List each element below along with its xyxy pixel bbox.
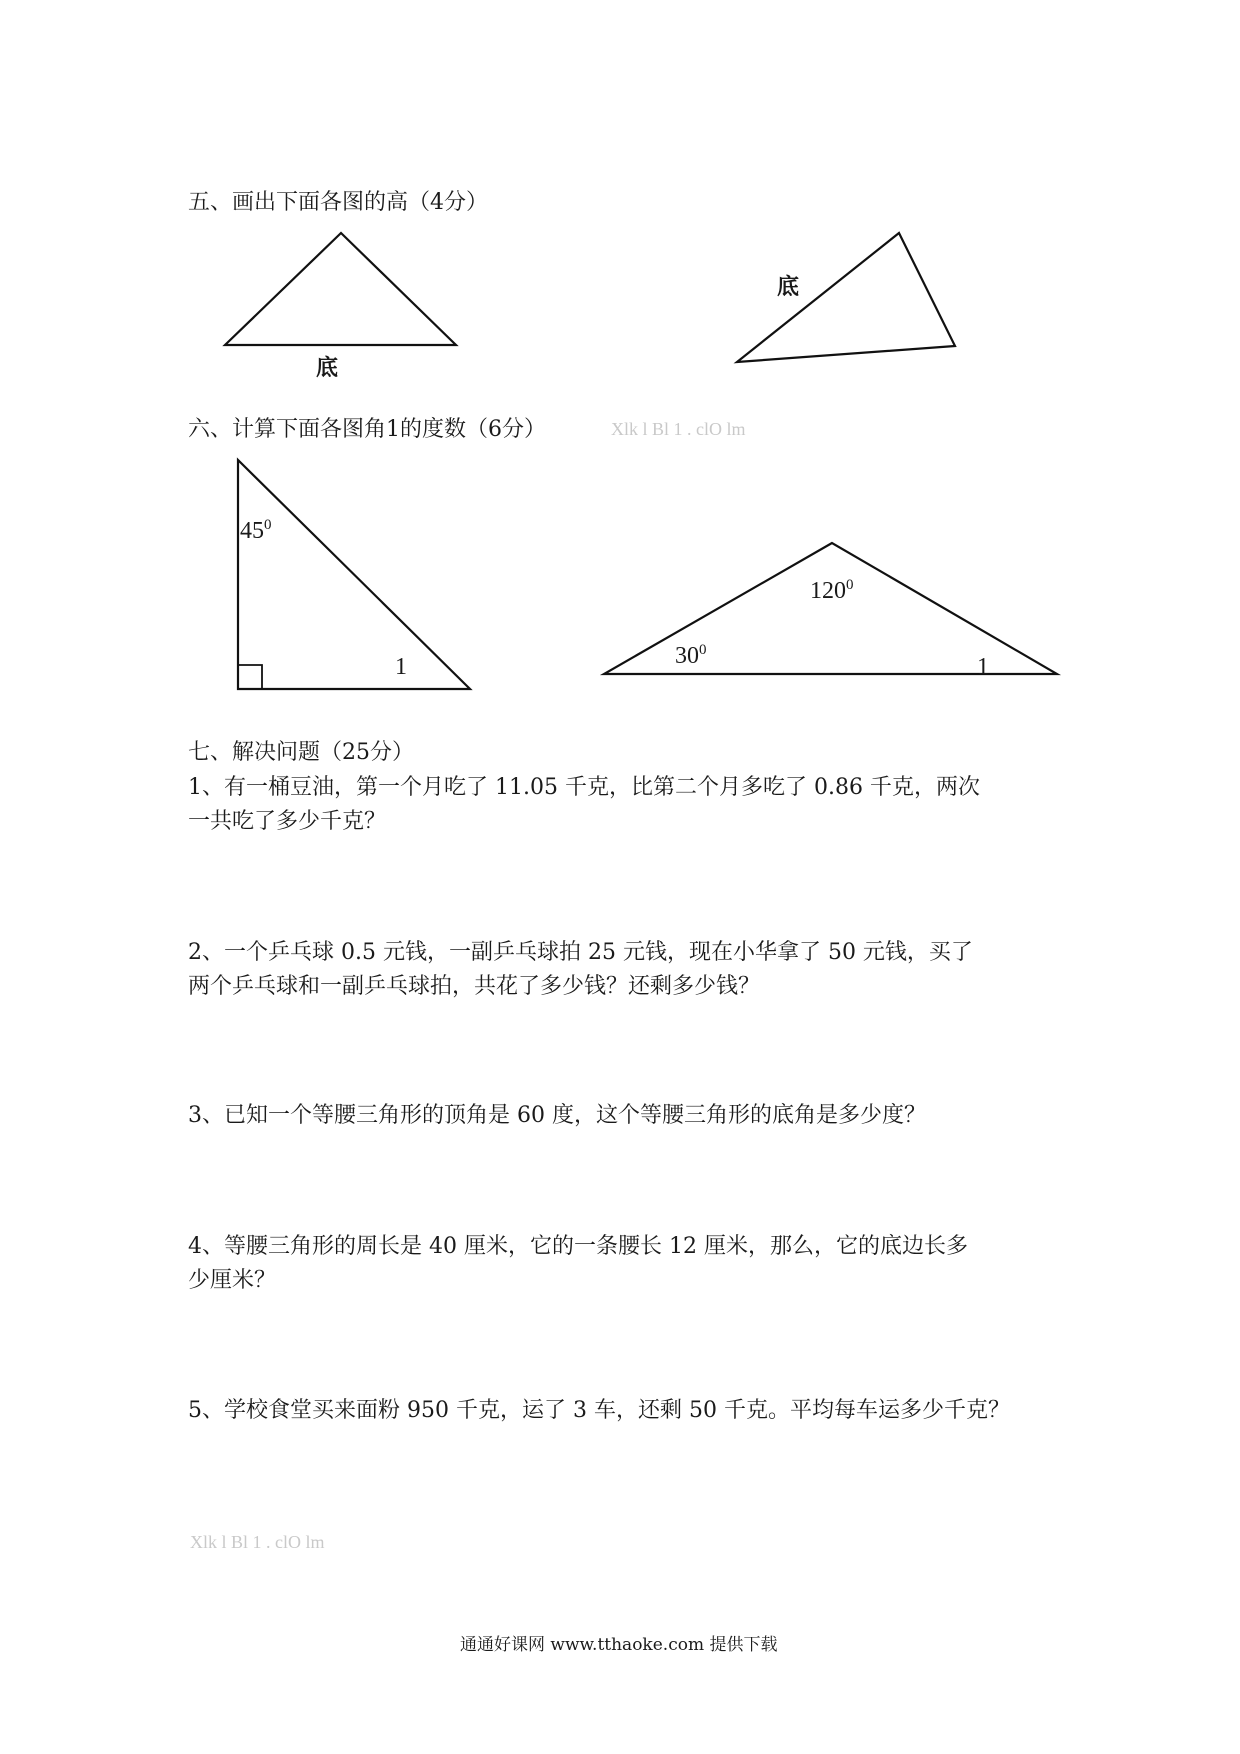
- section6-heading: 六、计算下面各图角1的度数（6分）: [188, 417, 546, 442]
- triangle-right: [737, 233, 955, 362]
- angle-30-value: 30: [675, 643, 699, 669]
- angle-45-degree: 0: [264, 517, 272, 533]
- question-2-line-2: 两个乒乓球和一副乒乓球拍，共花了多少钱？还剩多少钱？: [188, 974, 761, 999]
- angle-120-value: 120: [810, 578, 846, 604]
- obtuse-triangle: [604, 543, 1057, 674]
- angle-30-degree: 0: [699, 642, 707, 658]
- section7-heading: 七、解决问题（25分）: [188, 740, 414, 765]
- section6-figures: [0, 400, 1240, 720]
- base-label-right: 底: [777, 275, 800, 300]
- angle-120-label: [810, 570, 854, 606]
- triangle-left: [225, 233, 456, 345]
- angle-30-label: [675, 635, 707, 671]
- angle-1-left: 1: [395, 654, 407, 680]
- question-4-line-1: 4、等腰三角形的周长是 40 厘米，它的一条腰长 12 厘米，那么，它的底边长多: [188, 1234, 968, 1259]
- section5-figures: [0, 0, 1240, 400]
- question-1-line-1: 1、有一桶豆油，第一个月吃了 11.05 千克，比第二个月多吃了 0.86 千克，两次: [188, 775, 980, 800]
- angle-45-value: 45: [240, 518, 264, 544]
- angle-1-right: 1: [977, 654, 989, 680]
- watermark-bottom: Xlk l Bl 1 . clO lm: [190, 1532, 325, 1552]
- question-1-line-2: 一共吃了多少千克？: [188, 809, 387, 834]
- watermark-section6: Xlk l Bl 1 . clO lm: [611, 419, 746, 439]
- section5-heading: 五、画出下面各图的高（4分）: [188, 190, 488, 215]
- right-angle-mark: [238, 665, 262, 689]
- angle-45-label: [240, 510, 272, 546]
- question-4-line-2: 少厘米？: [188, 1268, 277, 1293]
- angle-120-degree: 0: [846, 577, 854, 593]
- question-5: 5、学校食堂买来面粉 950 千克，运了 3 车，还剩 50 千克。平均每车运多少千克？: [188, 1398, 1010, 1423]
- right-triangle: [238, 460, 470, 689]
- page-footer: 通通好课网 www.tthaoke.com 提供下载: [460, 1635, 778, 1655]
- question-3: 3、已知一个等腰三角形的顶角是 60 度，这个等腰三角形的底角是多少度？: [188, 1103, 926, 1128]
- question-2-line-1: 2、一个乒乓球 0.5 元钱，一副乒乓球拍 25 元钱，现在小华拿了 50 元钱，买了: [188, 940, 973, 965]
- base-label-left: 底: [316, 356, 339, 381]
